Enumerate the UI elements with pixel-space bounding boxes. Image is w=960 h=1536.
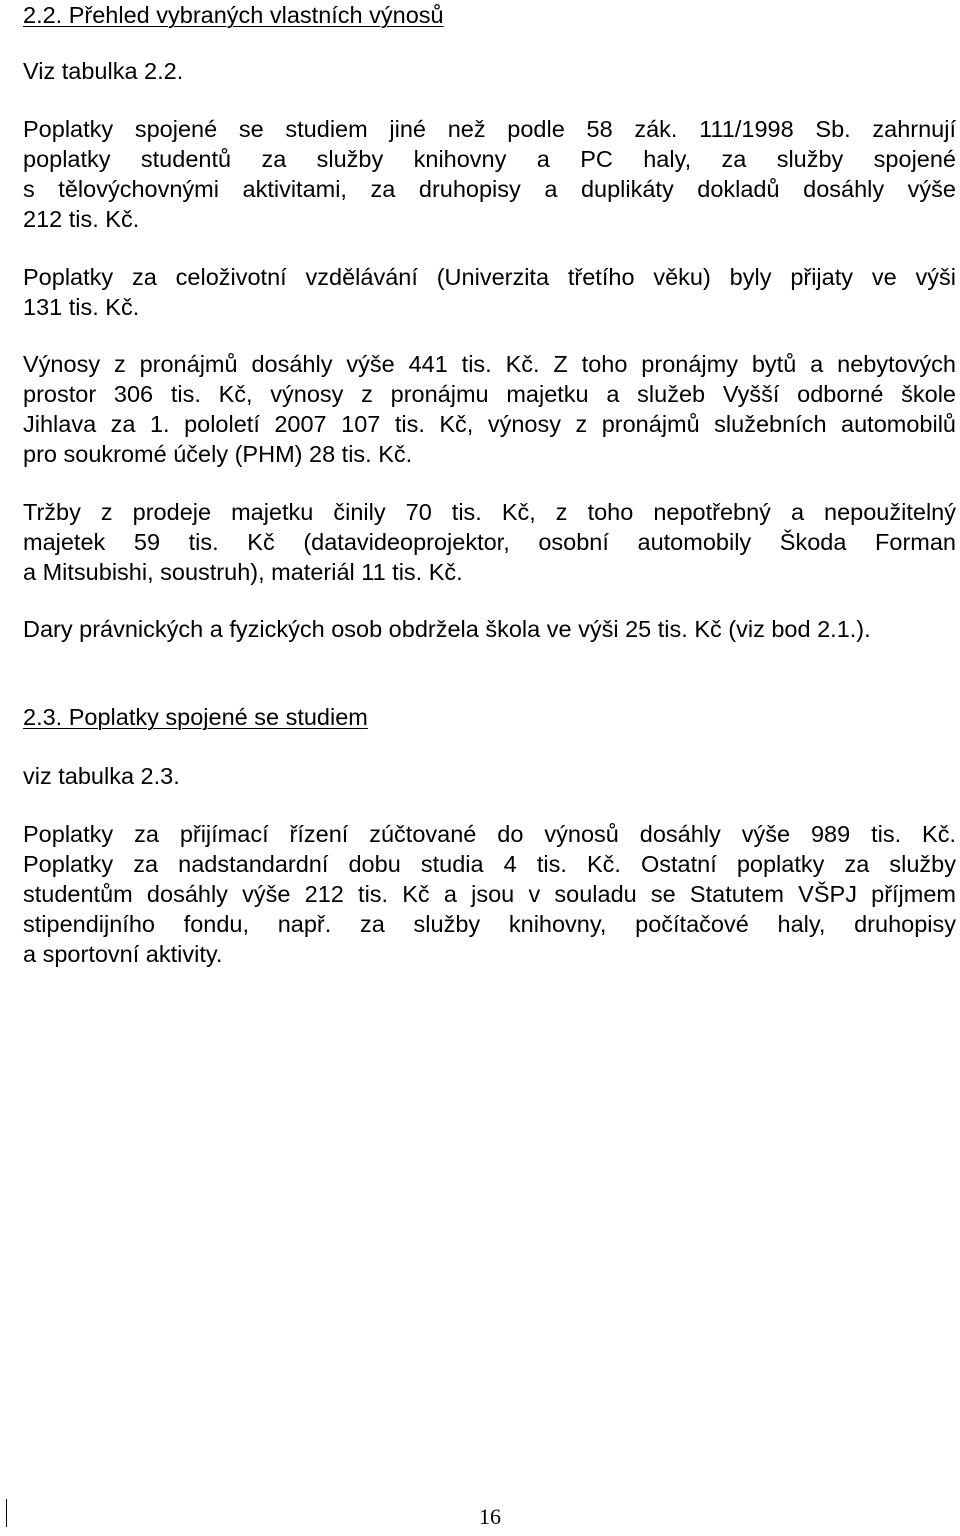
table-reference-2-2: Viz tabulka 2.2. <box>23 58 184 84</box>
paragraph-line: prostor 306 tis. Kč, výnosy z pronájmu majetku a služeb Vyšší odborné škole <box>23 381 956 407</box>
paragraph-line: poplatky studentů za služby knihovny a PC haly, za služby spojené <box>23 146 956 172</box>
paragraph-line: Poplatky za celoživotní vzdělávání (Univerzita třetího věku) byly přijaty ve výši <box>23 264 956 290</box>
page-number: 16 <box>479 1504 501 1529</box>
paragraph-line: Výnosy z pronájmů dosáhly výše 441 tis. Kč. Z toho pronájmy bytů a nebytových <box>23 351 956 377</box>
paragraph-line: Poplatky spojené se studiem jiné než podle 58 zák. 111/1998 Sb. zahrnují <box>23 116 956 142</box>
paragraph-line: 131 tis. Kč. <box>23 294 140 320</box>
paragraph-line: a Mitsubishi, soustruh), materiál 11 tis. Kč. <box>23 559 463 585</box>
paragraph-line: Tržby z prodeje majetku činily 70 tis. Kč, z toho nepotřebný a nepoužitelný <box>23 499 956 525</box>
paragraph-line: Poplatky za nadstandardní dobu studia 4 tis. Kč. Ostatní poplatky za služby <box>23 851 956 877</box>
paragraph-line: Dary právnických a fyzických osob obdržela škola ve výši 25 tis. Kč (viz bod 2.1.). <box>23 616 871 642</box>
paragraph-line: majetek 59 tis. Kč (datavideoprojektor, osobní automobily Škoda Forman <box>23 529 956 555</box>
paragraph-line: pro soukromé účely (PHM) 28 tis. Kč. <box>23 441 413 467</box>
paragraph-line: Jihlava za 1. pololetí 2007 107 tis. Kč, výnosy z pronájmů služebních automobilů <box>23 411 956 437</box>
page-margin-bar <box>6 1499 7 1527</box>
paragraph-line: studentům dosáhly výše 212 tis. Kč a jsou v souladu se Statutem VŠPJ příjmem <box>23 881 956 907</box>
paragraph-line: s tělovýchovnými aktivitami, za druhopisy a duplikáty dokladů dosáhly výše <box>23 176 956 202</box>
paragraph-line: 212 tis. Kč. <box>23 206 140 232</box>
paragraph-line: a sportovní aktivity. <box>23 941 223 967</box>
paragraph-line: Poplatky za přijímací řízení zúčtované do výnosů dosáhly výše 989 tis. Kč. <box>23 821 956 847</box>
table-reference-2-3: viz tabulka 2.3. <box>23 763 180 789</box>
paragraph-line: stipendijního fondu, např. za služby knihovny, počítačové haly, druhopisy <box>23 911 956 937</box>
section-heading-2-3: 2.3. Poplatky spojené se studiem <box>23 704 368 730</box>
section-heading-2-2: 2.2. Přehled vybraných vlastních výnosů <box>23 2 444 28</box>
